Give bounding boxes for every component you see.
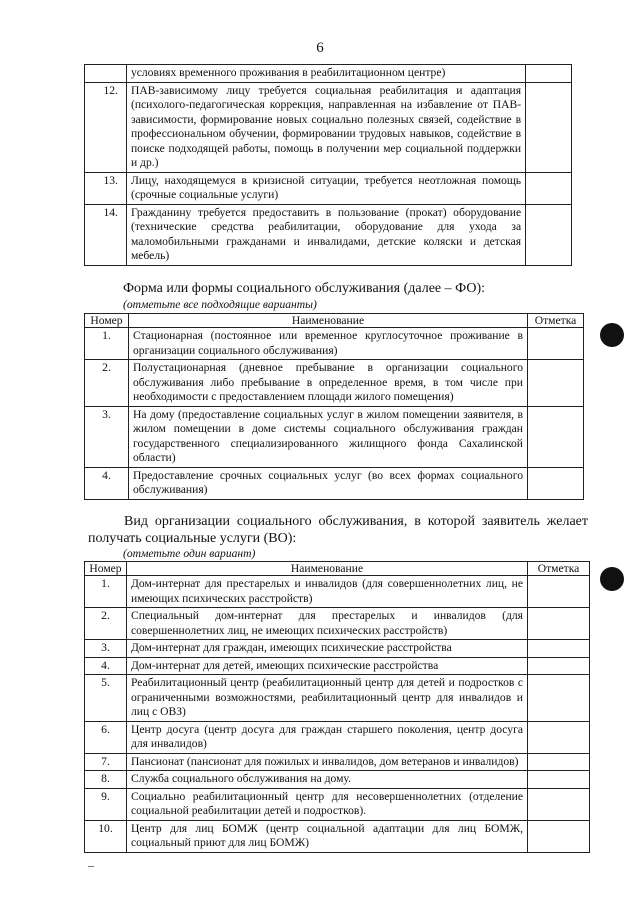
row-text: Социально реабилитационный центр для несовершеннолетних (отделение социальной реабилитации детей и подростков). <box>126 788 527 820</box>
row-text: Реабилитационный центр (реабилитационный центр для детей и подростков с ограниченными возможностями, реабилитационный центр для инвалидов и лиц с ОВЗ) <box>126 675 527 722</box>
table-row <box>85 820 590 852</box>
mark-cell[interactable] <box>528 771 590 789</box>
row-text: условиях временного проживания в реабилитационном центре) <box>126 65 525 83</box>
row-number: 1. <box>85 328 129 360</box>
row-text: Пансионат (пансионат для пожилых и инвалидов, дом ветеранов и инвалидов) <box>126 753 527 771</box>
row-number: 9. <box>85 788 127 820</box>
row-number: 8. <box>85 771 127 789</box>
table-row <box>85 328 584 360</box>
table-row <box>85 771 590 789</box>
row-number: 10. <box>85 820 127 852</box>
row-number: 3. <box>85 406 129 467</box>
mark-cell[interactable] <box>528 657 590 675</box>
mark-cell[interactable] <box>526 65 572 83</box>
table-row <box>85 657 590 675</box>
form-section-note: (отметьте все подходящие варианты) <box>123 298 317 311</box>
table-row <box>85 576 590 608</box>
table-row <box>85 82 572 172</box>
mark-cell[interactable] <box>528 467 584 499</box>
row-number: 1. <box>85 576 127 608</box>
row-text: Специальный дом-интернат для престарелых и инвалидов (для совершеннолетних лиц, не имеющих психических расстройств) <box>126 608 527 640</box>
row-text: Стационарная (постоянное или временное круглосуточное проживание в организации социального обслуживания) <box>128 328 527 360</box>
mark-cell[interactable] <box>528 360 584 407</box>
mark-cell[interactable] <box>528 640 590 658</box>
table-row <box>85 608 590 640</box>
form-section-title: Форма или формы социального обслуживания (далее – ФО): <box>123 281 486 296</box>
mark-cell[interactable] <box>526 204 572 265</box>
mark-cell[interactable] <box>528 675 590 722</box>
mark-cell[interactable] <box>528 721 590 753</box>
header-number: Номер <box>85 314 129 328</box>
row-number: 6. <box>85 721 127 753</box>
row-text: ПАВ-зависимому лицу требуется социальная реабилитация и адаптация (психолого-педагогическая коррекция, направленная на избавление от ПАВ-зависимости, формирование новых социально полезных связей, содействие в профессиональном обучении, формировании трудовых навыков, содействие в поиске подходящей работы, помощь в получении мер социальной поддержки и др.) <box>126 82 525 172</box>
row-number: 2. <box>85 608 127 640</box>
mark-cell[interactable] <box>528 788 590 820</box>
row-number: 5. <box>85 675 127 722</box>
row-number: 3. <box>85 640 127 658</box>
row-text: Дом-интернат для детей, имеющих психические расстройства <box>126 657 527 675</box>
row-text: Дом-интернат для граждан, имеющих психические расстройства <box>126 640 527 658</box>
header-name: Наименование <box>126 562 527 576</box>
table-row <box>85 65 572 83</box>
header-number: Номер <box>85 562 127 576</box>
table-row <box>85 675 590 722</box>
table-row <box>85 640 590 658</box>
row-text: Центр для лиц БОМЖ (центр социальной адаптации для лиц БОМЖ, социальный приют для лиц БОМЖ) <box>126 820 527 852</box>
punch-hole-dot <box>600 567 624 591</box>
org-section-title: Вид организации социального обслуживания, в которой заявитель желает получать социальные услуги (ВО): <box>88 514 588 546</box>
org-table <box>84 561 590 853</box>
mark-cell[interactable] <box>528 328 584 360</box>
mark-cell[interactable] <box>528 753 590 771</box>
row-text: Служба социального обслуживания на дому. <box>126 771 527 789</box>
row-number: 12. <box>85 82 127 172</box>
punch-hole-dot <box>600 323 624 347</box>
row-number <box>85 65 127 83</box>
table-row <box>85 721 590 753</box>
mark-cell[interactable] <box>528 406 584 467</box>
table-row <box>85 788 590 820</box>
row-text: Гражданину требуется предоставить в пользование (прокат) оборудование (технические средства реабилитации, оборудование для ухода за маломобильными гражданами и инвалидами, детские коляски и детская мебель) <box>126 204 525 265</box>
row-number: 7. <box>85 753 127 771</box>
mark-cell[interactable] <box>526 172 572 204</box>
row-number: 14. <box>85 204 127 265</box>
form-table <box>84 313 584 500</box>
header-mark: Отметка <box>528 314 584 328</box>
row-text: Лицу, находящемуся в кризисной ситуации, требуется неотложная помощь (срочные социальные услуги) <box>126 172 525 204</box>
table-row <box>85 172 572 204</box>
row-text: Полустационарная (дневное пребывание в организации социального обслуживания либо пребывание в определенное время, в том числе при необходимости с предоставлением площади жилого помещения) <box>128 360 527 407</box>
mark-cell[interactable] <box>526 82 572 172</box>
header-name: Наименование <box>128 314 527 328</box>
table-row <box>85 406 584 467</box>
row-text: На дому (предоставление социальных услуг в жилом помещении заявителя, в жилом помещении в доме системы социального обслуживания граждан государственного специализированного жилищного фонда Сахалинской области) <box>128 406 527 467</box>
row-number: 4. <box>85 657 127 675</box>
scan-mark <box>88 866 94 867</box>
table-row <box>85 204 572 265</box>
page-number: 6 <box>316 40 324 56</box>
continuation-table <box>84 64 572 266</box>
row-text: Предоставление срочных социальных услуг (во всех формах социального обслуживания) <box>128 467 527 499</box>
row-text: Центр досуга (центр досуга для граждан старшего поколения, центр досуга для инвалидов) <box>126 721 527 753</box>
mark-cell[interactable] <box>528 576 590 608</box>
table-row <box>85 467 584 499</box>
mark-cell[interactable] <box>528 608 590 640</box>
row-text: Дом-интернат для престарелых и инвалидов (для совершеннолетних лиц, не имеющих психических расстройств) <box>126 576 527 608</box>
mark-cell[interactable] <box>528 820 590 852</box>
table-header-row <box>85 314 584 328</box>
table-row <box>85 360 584 407</box>
org-section-note: (отметьте один вариант) <box>123 547 256 560</box>
header-mark: Отметка <box>528 562 590 576</box>
row-number: 2. <box>85 360 129 407</box>
table-header-row <box>85 562 590 576</box>
table-row <box>85 753 590 771</box>
row-number: 4. <box>85 467 129 499</box>
row-number: 13. <box>85 172 127 204</box>
